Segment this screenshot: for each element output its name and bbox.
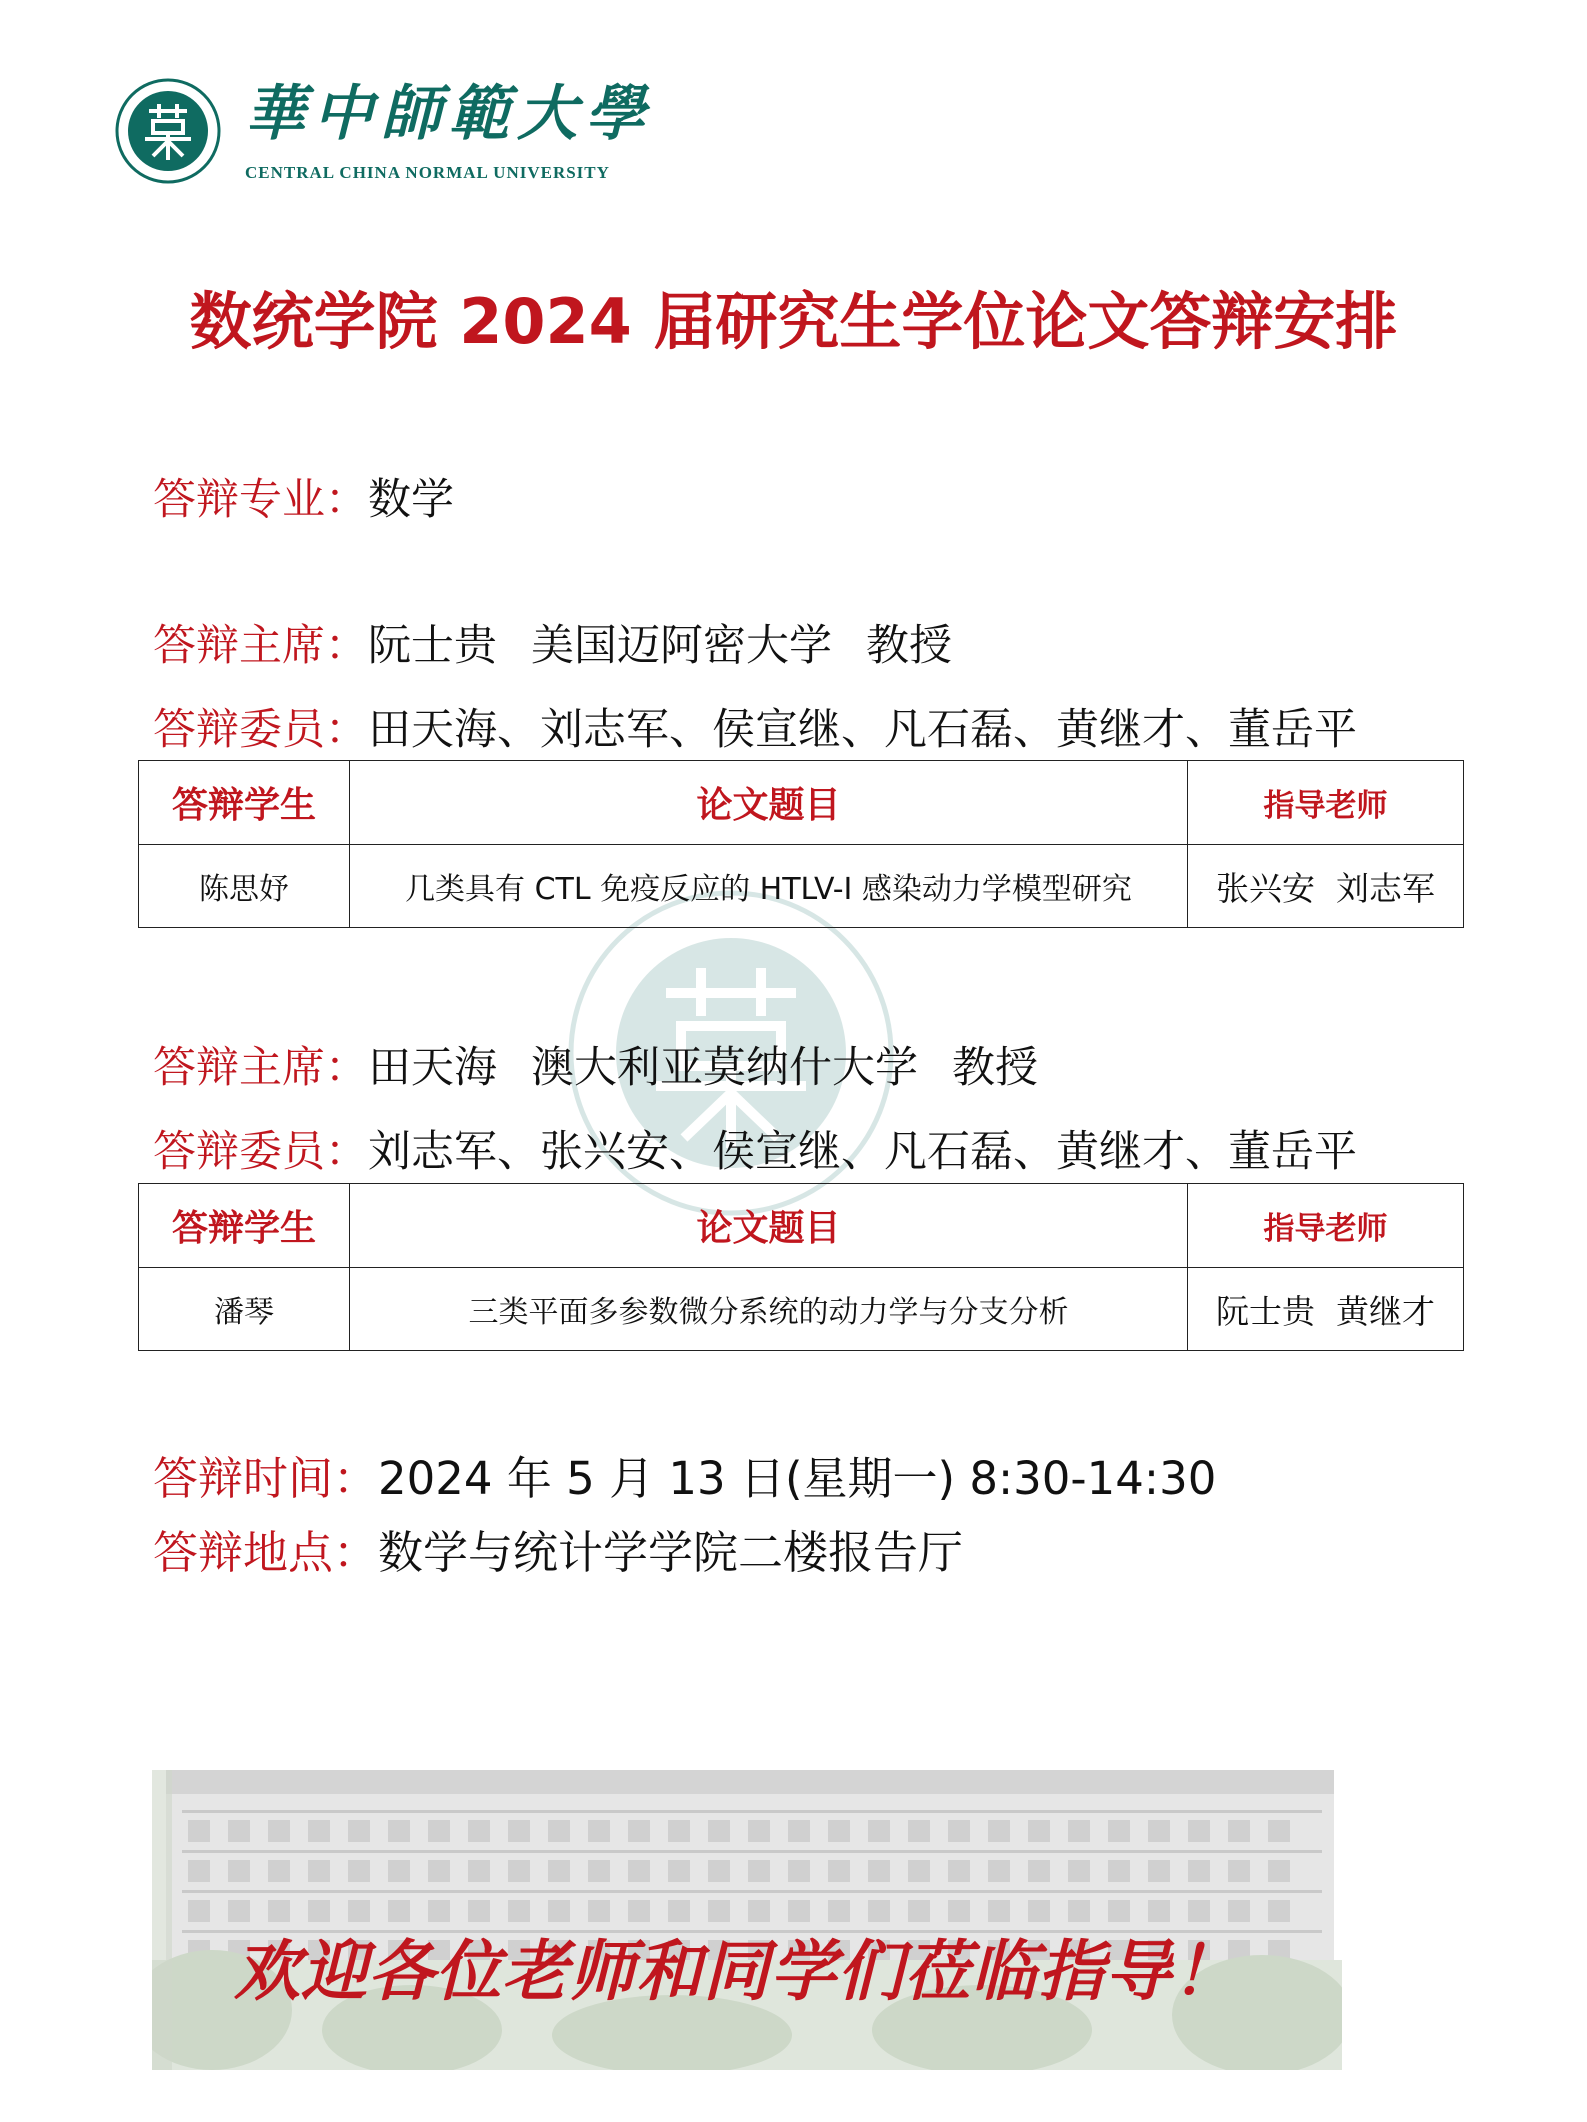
time-value: 2024 年 5 月 13 日(星期一) 8:30-14:30 [378,1452,1217,1505]
university-name-en: CENTRAL CHINA NORMAL UNIVERSITY [245,163,610,182]
members-list: 刘志军、张兴安、侯宣继、凡石磊、黄继才、董岳平 [368,1127,1357,1177]
building-window [828,1860,850,1882]
building-window [308,1860,330,1882]
table-row [139,845,1464,928]
header-thesis-title: 论文题目 [350,1184,1188,1268]
header-student: 答辩学生 [139,761,350,845]
building-window [388,1820,410,1842]
building-window [788,1820,810,1842]
building-window [188,1900,210,1922]
table-header-row [139,761,1464,845]
building-window [628,1820,650,1842]
building-window [1228,1860,1250,1882]
cell-student: 陈思妤 [139,845,350,928]
building-window [588,1820,610,1842]
building-window [428,1820,450,1842]
chair-label: 答辩主席： [153,621,368,671]
major-line [153,466,454,527]
chair-line-2 [153,1034,1038,1095]
building-window [428,1860,450,1882]
building-window [1268,1860,1290,1882]
building-window [668,1860,690,1882]
building-window [548,1820,570,1842]
header-student: 答辩学生 [139,1184,350,1268]
table-row [139,1268,1464,1351]
building-window [988,1860,1010,1882]
building-window [1068,1820,1090,1842]
welcome-banner-text: 欢迎各位老师和同学们莅临指导！ [234,1933,1239,2010]
members-label: 答辩委员： [153,1127,368,1177]
chair-name: 阮士贵 [368,621,497,671]
building-window [668,1820,690,1842]
time-line [153,1442,1216,1507]
defense-table-2 [138,1183,1464,1351]
chair-label: 答辩主席： [153,1043,368,1093]
building-window [708,1820,730,1842]
chair-affiliation: 澳大利亚莫纳什大学 [531,1043,918,1093]
members-line-1 [153,696,1357,757]
major-label: 答辩专业： [153,475,368,525]
building-window [948,1860,970,1882]
building-window [348,1820,370,1842]
cell-thesis-title: 三类平面多参数微分系统的动力学与分支分析 [350,1268,1188,1351]
building-window [708,1860,730,1882]
cell-student: 潘琴 [139,1268,350,1351]
building-window [828,1820,850,1842]
building-window [1068,1860,1090,1882]
building-window [1188,1820,1210,1842]
building-window [308,1820,330,1842]
building-window [1148,1820,1170,1842]
building-window [1268,1900,1290,1922]
chair-affiliation: 美国迈阿密大学 [531,621,832,671]
chair-name: 田天海 [368,1043,497,1093]
building-window [1028,1860,1050,1882]
header-advisor: 指导老师 [1188,761,1464,845]
header-advisor: 指导老师 [1188,1184,1464,1268]
members-label: 答辩委员： [153,705,368,755]
building-window [1028,1820,1050,1842]
table-header-row [139,1184,1464,1268]
chair-line-1 [153,612,952,673]
building-window [228,1820,250,1842]
building-window [228,1860,250,1882]
building-window [388,1860,410,1882]
page-title: 数统学院 2024 届研究生学位论文答辩安排 [189,285,1398,358]
building-window [868,1820,890,1842]
place-label: 答辩地点： [153,1526,379,1579]
building-window [1188,1860,1210,1882]
building-window [468,1820,490,1842]
building-window [508,1820,530,1842]
university-seal-icon [115,78,221,184]
building-window [1228,1820,1250,1842]
chair-title: 教授 [952,1043,1038,1093]
cell-advisor: 张兴安 刘志军 [1188,845,1464,928]
building-window [988,1820,1010,1842]
building-window [788,1860,810,1882]
header-thesis-title: 论文题目 [350,761,1188,845]
building-window [908,1860,930,1882]
building-window [1108,1820,1130,1842]
building-window [1148,1860,1170,1882]
place-value: 数学与统计学学院二楼报告厅 [378,1526,964,1579]
building-window [548,1860,570,1882]
building-window [268,1860,290,1882]
cell-advisor: 阮士贵 黄继才 [1188,1268,1464,1351]
university-name-cn: 華中師範大學 [245,79,653,149]
building-window [1268,1820,1290,1842]
place-line [153,1516,963,1581]
chair-title: 教授 [866,621,952,671]
building-window [748,1860,770,1882]
defense-table-1 [138,760,1464,928]
building-window [188,1820,210,1842]
building-window [748,1820,770,1842]
building-window [508,1860,530,1882]
members-line-2 [153,1118,1357,1179]
building-window [1108,1860,1130,1882]
members-list: 田天海、刘志军、侯宣继、凡石磊、黄继才、董岳平 [368,705,1357,755]
building-window [908,1820,930,1842]
building-window [348,1860,370,1882]
cell-thesis-title: 几类具有 CTL 免疫反应的 HTLV-I 感染动力学模型研究 [350,845,1188,928]
building-window [188,1860,210,1882]
building-window [468,1860,490,1882]
building-window [588,1860,610,1882]
time-label: 答辩时间： [153,1452,379,1505]
building-window [948,1820,970,1842]
building-window [268,1820,290,1842]
building-window [628,1860,650,1882]
building-window [868,1860,890,1882]
major-value: 数学 [368,475,454,525]
